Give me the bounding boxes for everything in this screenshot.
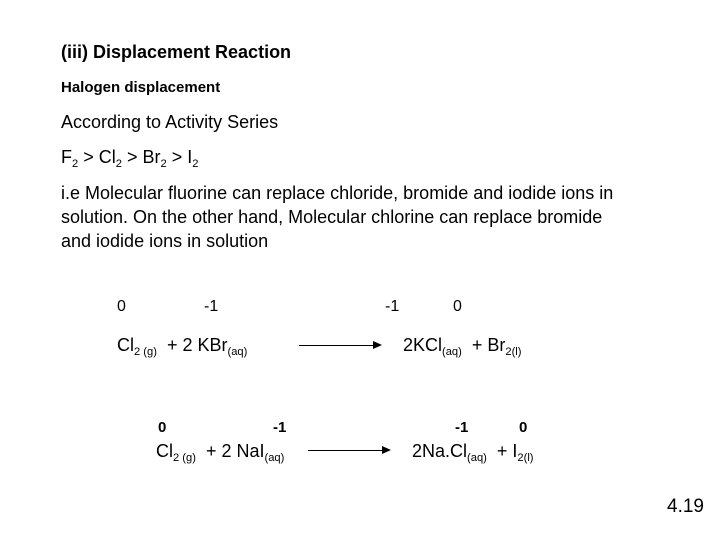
r1-products bbox=[403, 335, 522, 356]
r2-cl2-subscript: 2 (g) bbox=[173, 451, 196, 464]
series-fluorine: F bbox=[61, 147, 72, 167]
slide-heading: (iii) Displacement Reaction bbox=[61, 42, 292, 62]
r1-kcl-subscript: (aq) bbox=[442, 345, 462, 358]
r2-ox-i-product: 0 bbox=[519, 419, 528, 436]
r2-reactants bbox=[156, 441, 284, 462]
r1-cl2-subscript: 2 (g) bbox=[134, 345, 157, 358]
series-bromine: > Br bbox=[121, 147, 161, 167]
r1-cl2: Cl bbox=[117, 335, 134, 355]
r1-kbr: + 2 KBr bbox=[166, 335, 228, 355]
series-chlorine: > Cl bbox=[78, 147, 116, 167]
page-number: 4.19 bbox=[667, 496, 704, 517]
r1-kbr-subscript: (aq) bbox=[227, 345, 248, 358]
r1-ox-cl-product: -1 bbox=[385, 298, 400, 315]
r2-arrow-head bbox=[382, 446, 391, 454]
r1-br2: + Br bbox=[471, 335, 506, 355]
explanation-paragraph: i.e Molecular fluorine can replace chloride, bromide and iodide ions in solution. On the other hand, Molecular chlorine can replace bromide and iodide ions in solution bbox=[61, 183, 614, 251]
r1-ox-cl: 0 bbox=[117, 298, 126, 315]
series-cl-subscript: 2 bbox=[115, 157, 122, 170]
activity-series-label: According to Activity Series bbox=[61, 112, 279, 132]
series-f-subscript: 2 bbox=[72, 157, 79, 170]
r2-ox-i: -1 bbox=[273, 419, 287, 436]
r2-products bbox=[412, 441, 534, 462]
r1-ox-br: -1 bbox=[204, 298, 219, 315]
r2-nacl-subscript: (aq) bbox=[467, 451, 487, 464]
r2-ox-cl: 0 bbox=[158, 419, 167, 436]
r2-nai: + 2 NaI bbox=[205, 441, 265, 461]
r2-cl2: Cl bbox=[156, 441, 173, 461]
r2-arrow-line bbox=[308, 450, 384, 451]
r1-kcl: 2KCl bbox=[403, 335, 443, 355]
series-br-subscript: 2 bbox=[160, 157, 167, 170]
r1-ox-br-product: 0 bbox=[453, 298, 462, 315]
series-iodine: > I bbox=[166, 147, 193, 167]
r2-i2: + I bbox=[496, 441, 518, 461]
r2-nai-subscript: (aq) bbox=[264, 451, 285, 464]
r2-nacl: 2Na.Cl bbox=[412, 441, 468, 461]
slide-subheading: Halogen displacement bbox=[61, 79, 221, 96]
r2-i2-subscript: 2(l) bbox=[517, 451, 534, 464]
r1-br2-subscript: 2(l) bbox=[505, 345, 522, 358]
r1-arrow-head bbox=[373, 341, 382, 349]
r2-ox-cl-product: -1 bbox=[455, 419, 469, 436]
series-i-subscript: 2 bbox=[192, 157, 199, 170]
halogen-series bbox=[61, 147, 198, 168]
r1-reactants bbox=[117, 335, 247, 356]
r1-arrow-line bbox=[299, 345, 375, 346]
